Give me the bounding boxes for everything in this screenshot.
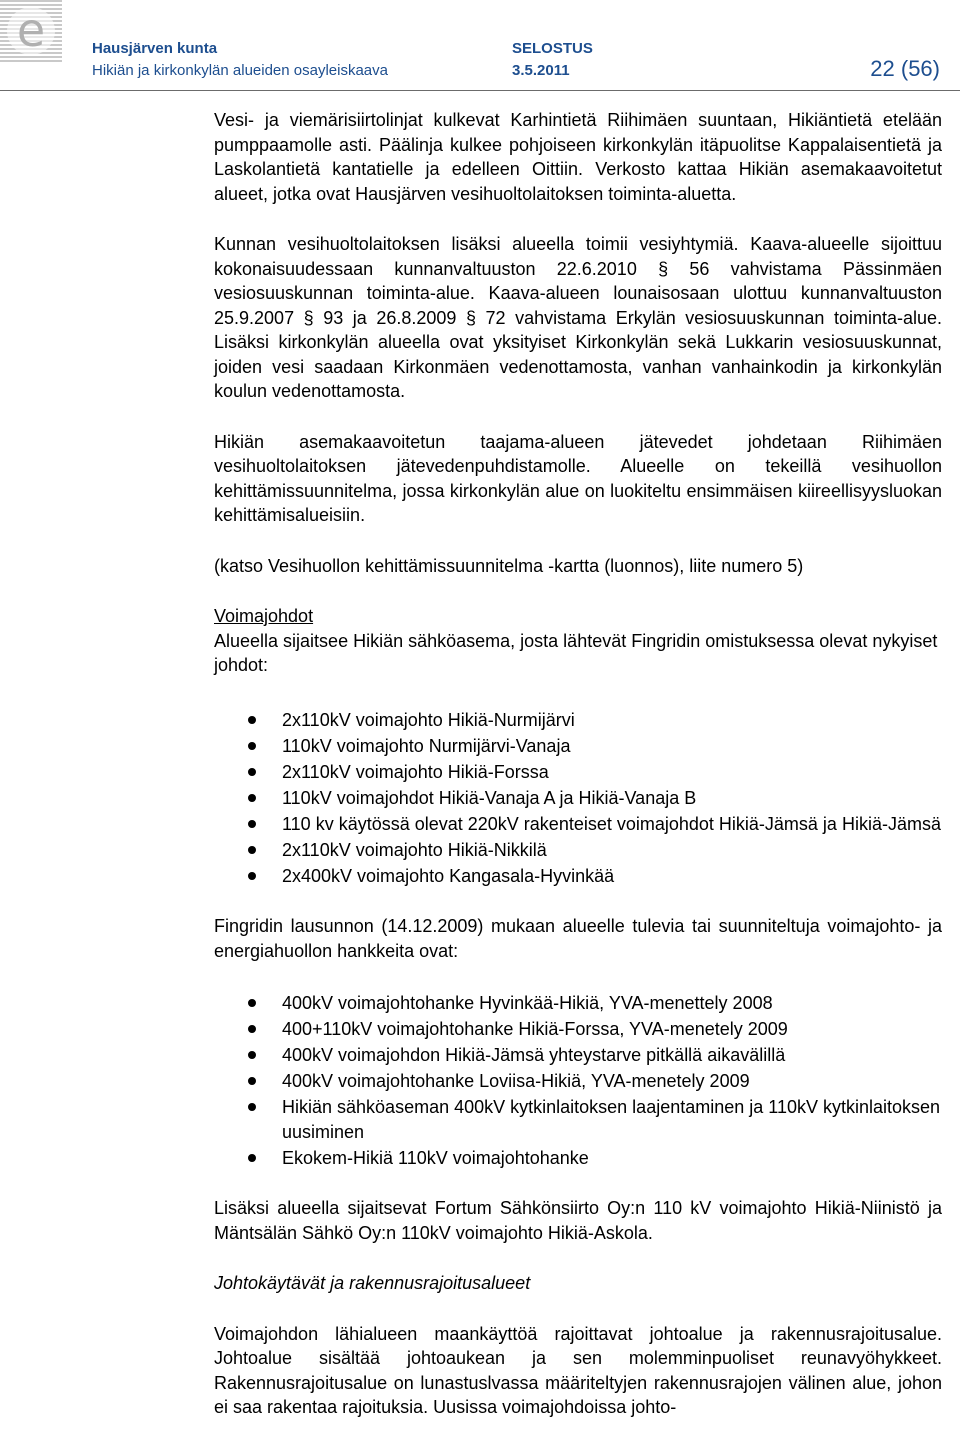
section-heading-corridors: Johtokäytävät ja rakennusrajoitusalueet: [214, 1273, 531, 1293]
header-doc-type: SELOSTUS: [512, 40, 593, 57]
header-subtitle: Hikiän ja kirkonkylän alueiden osayleiskaava: [92, 62, 388, 79]
list-item: Ekokem-Hikiä 110kV voimajohtohanke: [214, 1146, 942, 1171]
bullet-icon: [248, 768, 256, 776]
bullet-icon: [248, 1077, 256, 1085]
bullet-icon: [248, 742, 256, 750]
paragraph: Lisäksi alueella sijaitsevat Fortum Sähkönsiirto Oy:n 110 kV voimajohto Hikiä-Niinistö ja Mäntsälän Sähkö Oy:n 110kV voimajohto Hikiä-Askola.: [214, 1198, 942, 1243]
planned-projects-list: [214, 991, 942, 1170]
paragraph: Alueella sijaitsee Hikiän sähköasema, josta lähtevät Fingridin omistuksessa olevat nykyiset johdot:: [214, 630, 938, 675]
list-item: 2x110kV voimajohto Hikiä-Nikkilä: [214, 838, 942, 863]
paragraph: Fingridin lausunnon (14.12.2009) mukaan alueelle tulevia tai suunniteltuja voimajohto- ja energiahuollon hankkeita ovat:: [214, 916, 942, 961]
existing-lines-list: [214, 708, 942, 889]
bullet-icon: [248, 1051, 256, 1059]
header-date: 3.5.2011: [512, 62, 570, 79]
section-heading-power-lines: Voimajohdot: [214, 606, 314, 626]
bullet-icon: [248, 820, 256, 828]
header-divider: [0, 90, 960, 91]
municipality-logo: [0, 0, 62, 62]
paragraph: Voimajohdon lähialueen maankäyttöä rajoittavat johtoalue ja rakennusrajoitusalue. Johtoalue sisältää johtoaukean ja sen molemminpuoliset reunavyöhykkeet. Rakennusrajoitusalue on lunastuslvassa määriteltyjen rakennusrajojen välinen alue, johon ei saa rakentaa rajoituksia. Uusissa voimajohdoissa johto-: [214, 1323, 942, 1417]
bullet-icon: [248, 1154, 256, 1162]
paragraph: Hikiän asemakaavoitetun taajama-alueen jätevedet johdetaan Riihimäen vesihuoltolaitoksen jätevedenpuhdistamolle. Alueelle on tekeillä vesihuollon kehittämissuunnitelma, jossa kirkonkylän alue on luokiteltu ensimmäisen kiireellisyysluokan kehittämisalueisiin.: [214, 431, 942, 525]
bullet-icon: [248, 872, 256, 880]
list-item: 2x110kV voimajohto Hikiä-Nurmijärvi: [214, 708, 942, 733]
bullet-icon: [248, 794, 256, 802]
list-item: 110kV voimajohdot Hikiä-Vanaja A ja Hikiä-Vanaja B: [214, 786, 942, 811]
logo-letter: e: [16, 3, 46, 57]
bullet-icon: [248, 999, 256, 1007]
paragraph: Vesi- ja viemärisiirtolinjat kulkevat Karhintietä Riihimäen suuntaan, Hikiäntietä etelään pumppaamolle asti. Päälinja kulkee pohjoiseen kirkonkylän itäpuolitse Kappalaisentietä ja Laskolantietä kantatielle ja edelleen Oittiin. Verkosto kattaa Hikiän asemakaavoitetut alueet, jotka ovat Hausjärven vesihuoltolaitoksen toiminta-aluetta.: [214, 110, 942, 204]
list-item: 400kV voimajohdon Hikiä-Jämsä yhteystarve pitkällä aikavälillä: [214, 1043, 942, 1068]
bullet-icon: [248, 1025, 256, 1033]
header-organization: Hausjärven kunta: [92, 40, 218, 57]
paragraph: Kunnan vesihuoltolaitoksen lisäksi alueella toimii vesiyhtymiä. Kaava-alueelle sijoittuu kokonaisuudessaan kunnanvaltuuston 22.6.2010 § 56 vahvistama Pässinmäen vesiosuuskunnan toiminta-alue. Kaava-alueen lounaisosaan ulottuu kunnanvaltuuston 25.9.2007 § 93 ja 26.8.2009 § 72 vahvistama Erkylän vesiosuuskunnan toiminta-alue. Lisäksi kirkonkylän alueella ovat yksityiset Kirkonkylän sekä Lukkarin vesiosuuskunnat, joiden vesi saadaan Kirkonmäen vedenottamosta, vanhan vanhainkodin ja kirkonkylän koulun vedenottamosta.: [214, 234, 942, 401]
header-page-number: 22 (56): [870, 56, 940, 81]
list-item: 110 kv käytössä olevat 220kV rakenteiset voimajohdot Hikiä-Jämsä ja Hikiä-Jämsä: [214, 812, 942, 837]
list-item: 2x400kV voimajohto Kangasala-Hyvinkää: [214, 864, 942, 889]
list-item: 110kV voimajohto Nurmijärvi-Vanaja: [214, 734, 942, 759]
document-body: [214, 108, 942, 1446]
bullet-icon: [248, 846, 256, 854]
list-item: 400kV voimajohtohanke Hyvinkää-Hikiä, YVA-menettely 2008: [214, 991, 942, 1016]
list-item: 400kV voimajohtohanke Loviisa-Hikiä, YVA-menetely 2009: [214, 1069, 942, 1094]
list-item: 400+110kV voimajohtohanke Hikiä-Forssa, YVA-menetely 2009: [214, 1017, 942, 1042]
list-item: 2x110kV voimajohto Hikiä-Forssa: [214, 760, 942, 785]
bullet-icon: [248, 716, 256, 724]
list-item: Hikiän sähköaseman 400kV kytkinlaitoksen laajentaminen ja 110kV kytkinlaitoksen uusiminen: [214, 1095, 942, 1144]
bullet-icon: [248, 1103, 256, 1111]
paragraph: (katso Vesihuollon kehittämissuunnitelma -kartta (luonnos), liite numero 5): [214, 555, 804, 576]
